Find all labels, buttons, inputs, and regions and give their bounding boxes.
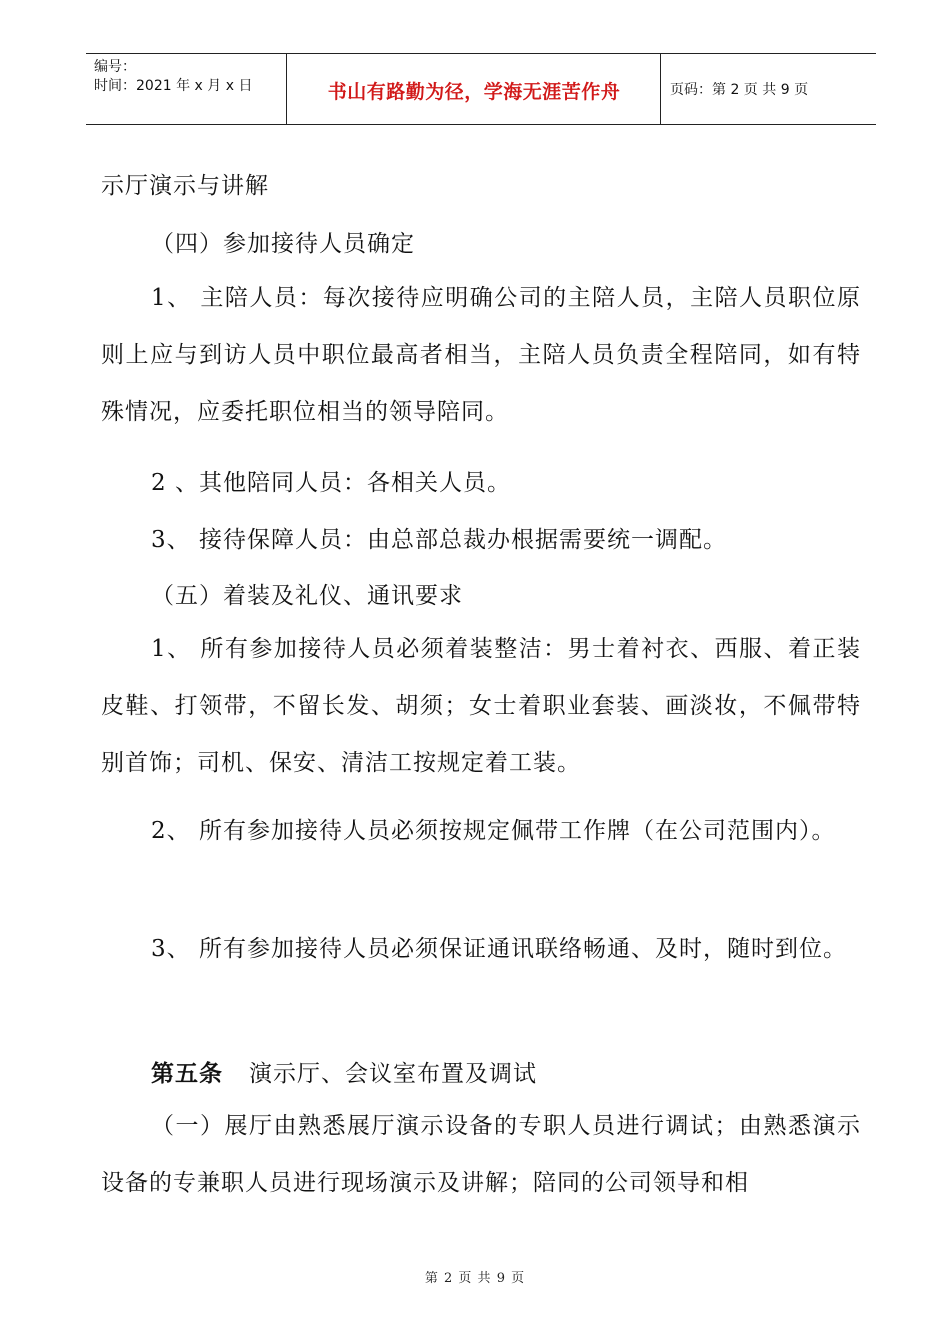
article-heading [151,1055,537,1088]
paragraph-dress-2: 2、 所有参加接待人员必须按规定佩带工作牌（在公司范围内）。 [151,818,836,844]
document-header [86,53,876,125]
paragraph-item-3: 3、 接待保障人员：由总部总裁办根据需要统一调配。 [151,527,727,553]
section-heading-four: （四）参加接待人员确定 [151,231,415,257]
time-label: 时间：2021 年 x 月 x 日 [94,78,253,94]
header-divider-right [660,54,661,124]
section-heading-five: （五）着装及礼仪、通讯要求 [151,583,463,609]
header-page-info: 页码：第 2 页 共 9 页 [670,82,809,98]
paragraph-item-1: 1、 主陪人员：每次接待应明确公司的主陪人员，主陪人员职位原则上应与到访人员中职位最高者相当，主陪人员负责全程陪同，如有特殊情况，应委托职位相当的领导陪同。 [101,285,861,425]
paragraph-dress-3: 3、 所有参加接待人员必须保证通讯联络畅通、及时，随时到位。 [151,936,847,962]
paragraph-continuation: 示厅演示与讲解 [101,173,269,199]
paragraph-item-2: 2 、其他陪同人员：各相关人员。 [151,470,511,496]
article-label: 第五条 [151,1061,223,1087]
paragraph-dress-1: 1、 所有参加接待人员必须着装整洁：男士着衬衣、西服、着正装皮鞋、打领带，不留长发、胡须；女士着职业套装、画淡妆，不佩带特别首饰；司机、保安、清洁工按规定着工装。 [101,636,861,776]
serial-label: 编号： [94,59,136,75]
header-divider-left [286,54,287,124]
paragraph-setup-1: （一）展厅由熟悉展厅演示设备的专职人员进行调试；由熟悉演示设备的专兼职人员进行现场演示及讲解；陪同的公司领导和相 [101,1113,861,1196]
page-footer: 第 2 页 共 9 页 [424,1271,526,1286]
header-meta [94,58,252,96]
article-title: 演示厅、会议室布置及调试 [249,1061,537,1087]
header-motto: 书山有路勤为径，学海无涯苦作舟 [327,81,621,103]
